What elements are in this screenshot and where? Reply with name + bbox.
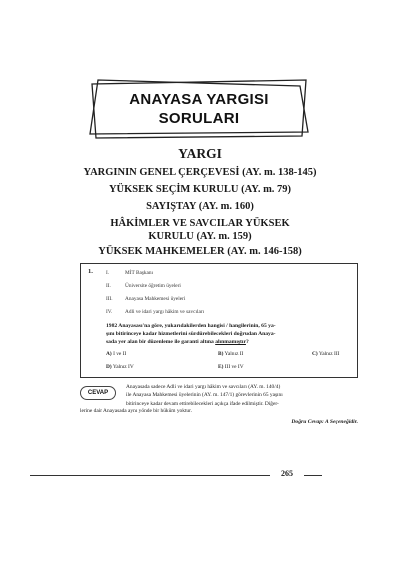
banner-title: [88, 78, 310, 140]
stem-line: [106, 338, 352, 346]
option-key: D): [106, 364, 112, 370]
answer-line: Anayasada sadece Adli ve idari yargı hâkim ve savcıları (AY. m. 140/4): [126, 384, 281, 390]
stem-line: şını bitirinceye kadar hizmetlerini sürdürebilecekleri doğrudan Anaya-: [106, 331, 276, 338]
option-c[interactable]: [312, 351, 339, 357]
stem-underlined-word: alınmamıştır: [215, 339, 246, 346]
stem-line: 1982 Anayasası'na göre, yukarıdakilerden hangisi / hangilerinin, 65 ya-: [106, 323, 276, 329]
option-e[interactable]: [218, 364, 244, 370]
title-banner: [88, 78, 310, 140]
answer-label: CEVAP: [80, 386, 116, 400]
roman-text: Adli ve idari yargı hâkim ve savcıları: [125, 309, 205, 315]
question-stem: [106, 322, 352, 347]
topic-heading-line: KURULU (AY. m. 159): [148, 231, 252, 242]
question-number: 1.: [88, 268, 93, 275]
option-d[interactable]: [106, 364, 134, 370]
option-text: I ve II: [113, 351, 127, 357]
roman-numeral: IV.: [106, 309, 113, 315]
option-key: E): [218, 364, 224, 370]
option-text: Yalnız II: [224, 351, 244, 357]
roman-text: MİT Başkanı: [125, 270, 154, 276]
option-text: III ve IV: [224, 364, 244, 370]
banner-line-2: SORULARI: [158, 110, 240, 127]
roman-numeral: I.: [106, 270, 110, 276]
question-box: [80, 263, 358, 378]
roman-numeral: III.: [106, 296, 113, 302]
topic-heading: YÜKSEK MAHKEMELER (AY. m. 146-158): [98, 246, 302, 257]
topic-heading-line: HÂKİMLER VE SAVCILAR YÜKSEK: [110, 218, 290, 229]
stem-line-text: sada yer alan bir düzenleme ile garanti altına: [106, 339, 216, 346]
page-number: 265: [281, 469, 293, 478]
topic-heading: YÜKSEK SEÇİM KURULU (AY. m. 79): [108, 184, 292, 195]
option-key: A): [106, 351, 112, 357]
topic-heading: SAYIŞTAY (AY. m. 160): [146, 201, 254, 212]
correct-answer: Doğru Cevap: A Seçeneğidir.: [291, 419, 358, 425]
answer-badge: [80, 384, 120, 404]
footer-rule-left: [30, 475, 270, 476]
option-key: B): [218, 351, 224, 357]
footer-rule-right: [304, 475, 322, 476]
roman-text: Anayasa Mahkemesi üyeleri: [125, 296, 186, 302]
topic-heading: YARGININ GENEL ÇERÇEVESİ (AY. m. 138-145): [83, 167, 317, 178]
roman-numeral: II.: [106, 283, 111, 289]
option-a[interactable]: [106, 351, 126, 357]
answer-explanation: [126, 383, 360, 408]
answer-line: ile Anayasa Mahkemesi üyelerinin (AY. m. 147/1) görevlerinin 65 yaşını: [126, 392, 283, 399]
option-text: Yalnız III: [318, 351, 340, 357]
option-key: C): [312, 351, 318, 357]
stem-question-mark: ?: [245, 339, 249, 346]
answer-last-line: lerine dair Anayasada aynı yönde bir hüküm yoktur.: [80, 408, 192, 414]
option-text: Yalnız IV: [112, 364, 134, 370]
section-heading: YARGI: [178, 146, 222, 161]
topic-heading: [30, 217, 370, 243]
roman-text: Üniversite öğretim üyeleri: [125, 283, 181, 289]
option-b[interactable]: [218, 351, 243, 357]
answer-line: bitirinceye kadar devam ettirebilecekleri açıkça ifade edilmiştir. Diğer-: [126, 400, 279, 407]
banner-line-1: ANAYASA YARGISI: [129, 91, 269, 108]
